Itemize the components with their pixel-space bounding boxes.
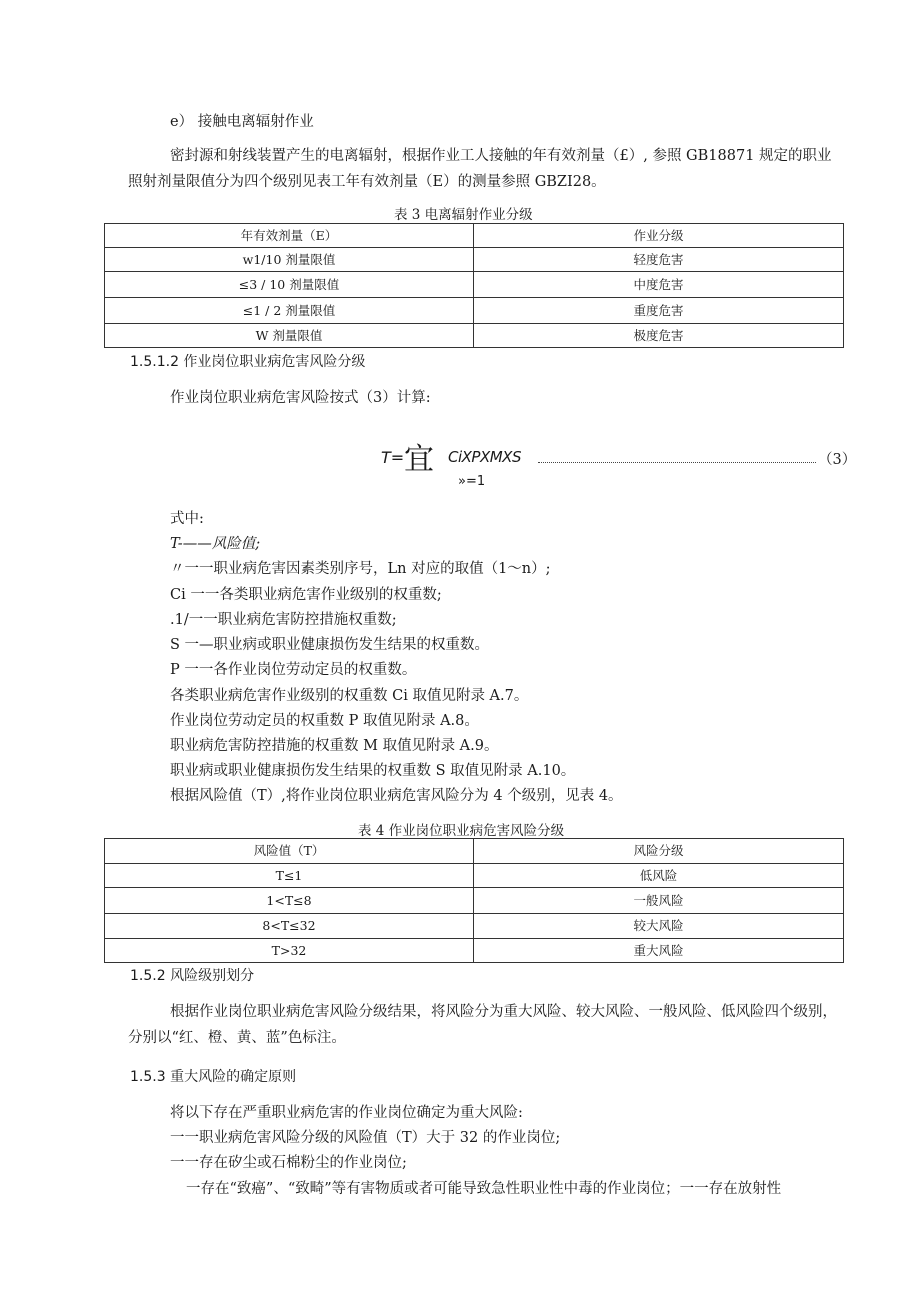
table-cell: 重大风险 bbox=[474, 939, 844, 963]
table-header-row bbox=[105, 839, 844, 864]
section-153-intro: 将以下存在严重职业病危害的作业岗位确定为重大风险: bbox=[170, 1105, 523, 1121]
table-row bbox=[105, 914, 844, 939]
section-1512-intro: 作业岗位职业病危害风险按式（3）计算: bbox=[170, 390, 431, 406]
table-header-row bbox=[105, 224, 844, 248]
definition-line: P 一一各作业岗位劳动定员的权重数。 bbox=[170, 662, 417, 678]
table-row bbox=[105, 864, 844, 888]
table-cell: T>32 bbox=[105, 939, 474, 963]
definition-line: 各类职业病危害作业级别的权重数 Ci 取值见附录 A.7。 bbox=[170, 688, 529, 704]
list-item: 一存在“致癌”、“致畸”等有害物质或者可能导致急性职业性中毒的作业岗位；一一存在放射性 bbox=[186, 1181, 782, 1197]
section-e-paragraph-line-1: 密封源和射线装置产生的电离辐射，根据作业工人接触的年有效剂量（£）, 参照 GB18871 规定的职业 bbox=[170, 148, 832, 164]
definition-line: 〃一一职业病危害因素类别序号，Ln 对应的取值（1～n）; bbox=[170, 561, 551, 577]
table-cell: 轻度危害 bbox=[474, 248, 844, 272]
formula-sum-symbol: 宜 bbox=[404, 442, 434, 477]
formula-lhs: T= bbox=[381, 448, 405, 467]
table3-caption: 表 3 电离辐射作业分级 bbox=[394, 207, 533, 223]
table-header-cell: 风险值（T） bbox=[105, 839, 474, 864]
table-row bbox=[105, 272, 844, 298]
section-e-paragraph-line-2: 照射剂量限值分为四个级别见表工年有效剂量（E）的测量参照 GBZI28。 bbox=[128, 174, 606, 190]
formula-subscript: »=1 bbox=[458, 474, 486, 489]
definition-line: 职业病或职业健康损伤发生结果的权重数 S 取值见附录 A.10。 bbox=[170, 763, 576, 779]
table-row bbox=[105, 324, 844, 348]
table-header-cell: 年有效剂量（E） bbox=[105, 224, 474, 248]
list-item: 一一存在矽尘或石棉粉尘的作业岗位; bbox=[170, 1155, 407, 1171]
table-row bbox=[105, 248, 844, 272]
definition-line: 根据风险值（T）,将作业岗位职业病危害风险分为 4 个级别，见表 4。 bbox=[170, 788, 623, 804]
table-row bbox=[105, 939, 844, 963]
table3 bbox=[104, 223, 844, 348]
section-153-heading: 1.5.3 重大风险的确定原则 bbox=[130, 1069, 297, 1085]
table-cell: 低风险 bbox=[474, 864, 844, 888]
table-cell: 重度危害 bbox=[474, 298, 844, 324]
table-cell: 极度危害 bbox=[474, 324, 844, 348]
section-1512-heading: 1.5.1.2 作业岗位职业病危害风险分级 bbox=[130, 354, 366, 370]
table-cell: 1<T≤8 bbox=[105, 888, 474, 914]
definition-line: 职业病危害防控措施的权重数 M 取值见附录 A.9。 bbox=[170, 738, 499, 754]
table-row bbox=[105, 888, 844, 914]
formula-leader-dots bbox=[538, 462, 816, 463]
definition-line: Ci 一一各类职业病危害作业级别的权重数; bbox=[170, 587, 442, 603]
definition-line: S 一—职业病或职业健康损伤发生结果的权重数。 bbox=[170, 637, 490, 653]
formula-body: CiXPXMXS bbox=[448, 448, 521, 466]
section-152-paragraph-line-2: 分别以“红、橙、黄、蓝”色标注。 bbox=[128, 1030, 346, 1046]
formula-number: （3） bbox=[818, 452, 857, 468]
table-cell: 中度危害 bbox=[474, 272, 844, 298]
table-cell: W 剂量限值 bbox=[105, 324, 474, 348]
section-152-paragraph-line-1: 根据作业岗位职业病危害风险分级结果，将风险分为重大风险、较大风险、一般风险、低风险四个级别， bbox=[170, 1004, 837, 1020]
table-cell: ≤1 / 2 剂量限值 bbox=[105, 298, 474, 324]
table-cell: 较大风险 bbox=[474, 914, 844, 939]
table-cell: w1/10 剂量限值 bbox=[105, 248, 474, 272]
table-header-cell: 作业分级 bbox=[474, 224, 844, 248]
table-cell: ≤3 / 10 剂量限值 bbox=[105, 272, 474, 298]
table-cell: T≤1 bbox=[105, 864, 474, 888]
section-152-heading: 1.5.2 风险级别划分 bbox=[130, 968, 255, 984]
where-label: 式中: bbox=[170, 511, 204, 527]
table4-caption: 表 4 作业岗位职业病危害风险分级 bbox=[358, 823, 565, 839]
section-e-heading: e） 接触电离辐射作业 bbox=[170, 114, 314, 130]
table4 bbox=[104, 838, 844, 963]
table-header-cell: 风险分级 bbox=[474, 839, 844, 864]
definition-line: 作业岗位劳动定员的权重数 P 取值见附录 A.8。 bbox=[170, 713, 479, 729]
table-cell: 一般风险 bbox=[474, 888, 844, 914]
table-row bbox=[105, 298, 844, 324]
table-cell: 8<T≤32 bbox=[105, 914, 474, 939]
list-item: 一一职业病危害风险分级的风险值（T）大于 32 的作业岗位; bbox=[170, 1130, 561, 1146]
definition-line: .1/一一职业病危害防控措施权重数; bbox=[170, 612, 397, 628]
definition-line: T-——风险值; bbox=[170, 536, 261, 552]
